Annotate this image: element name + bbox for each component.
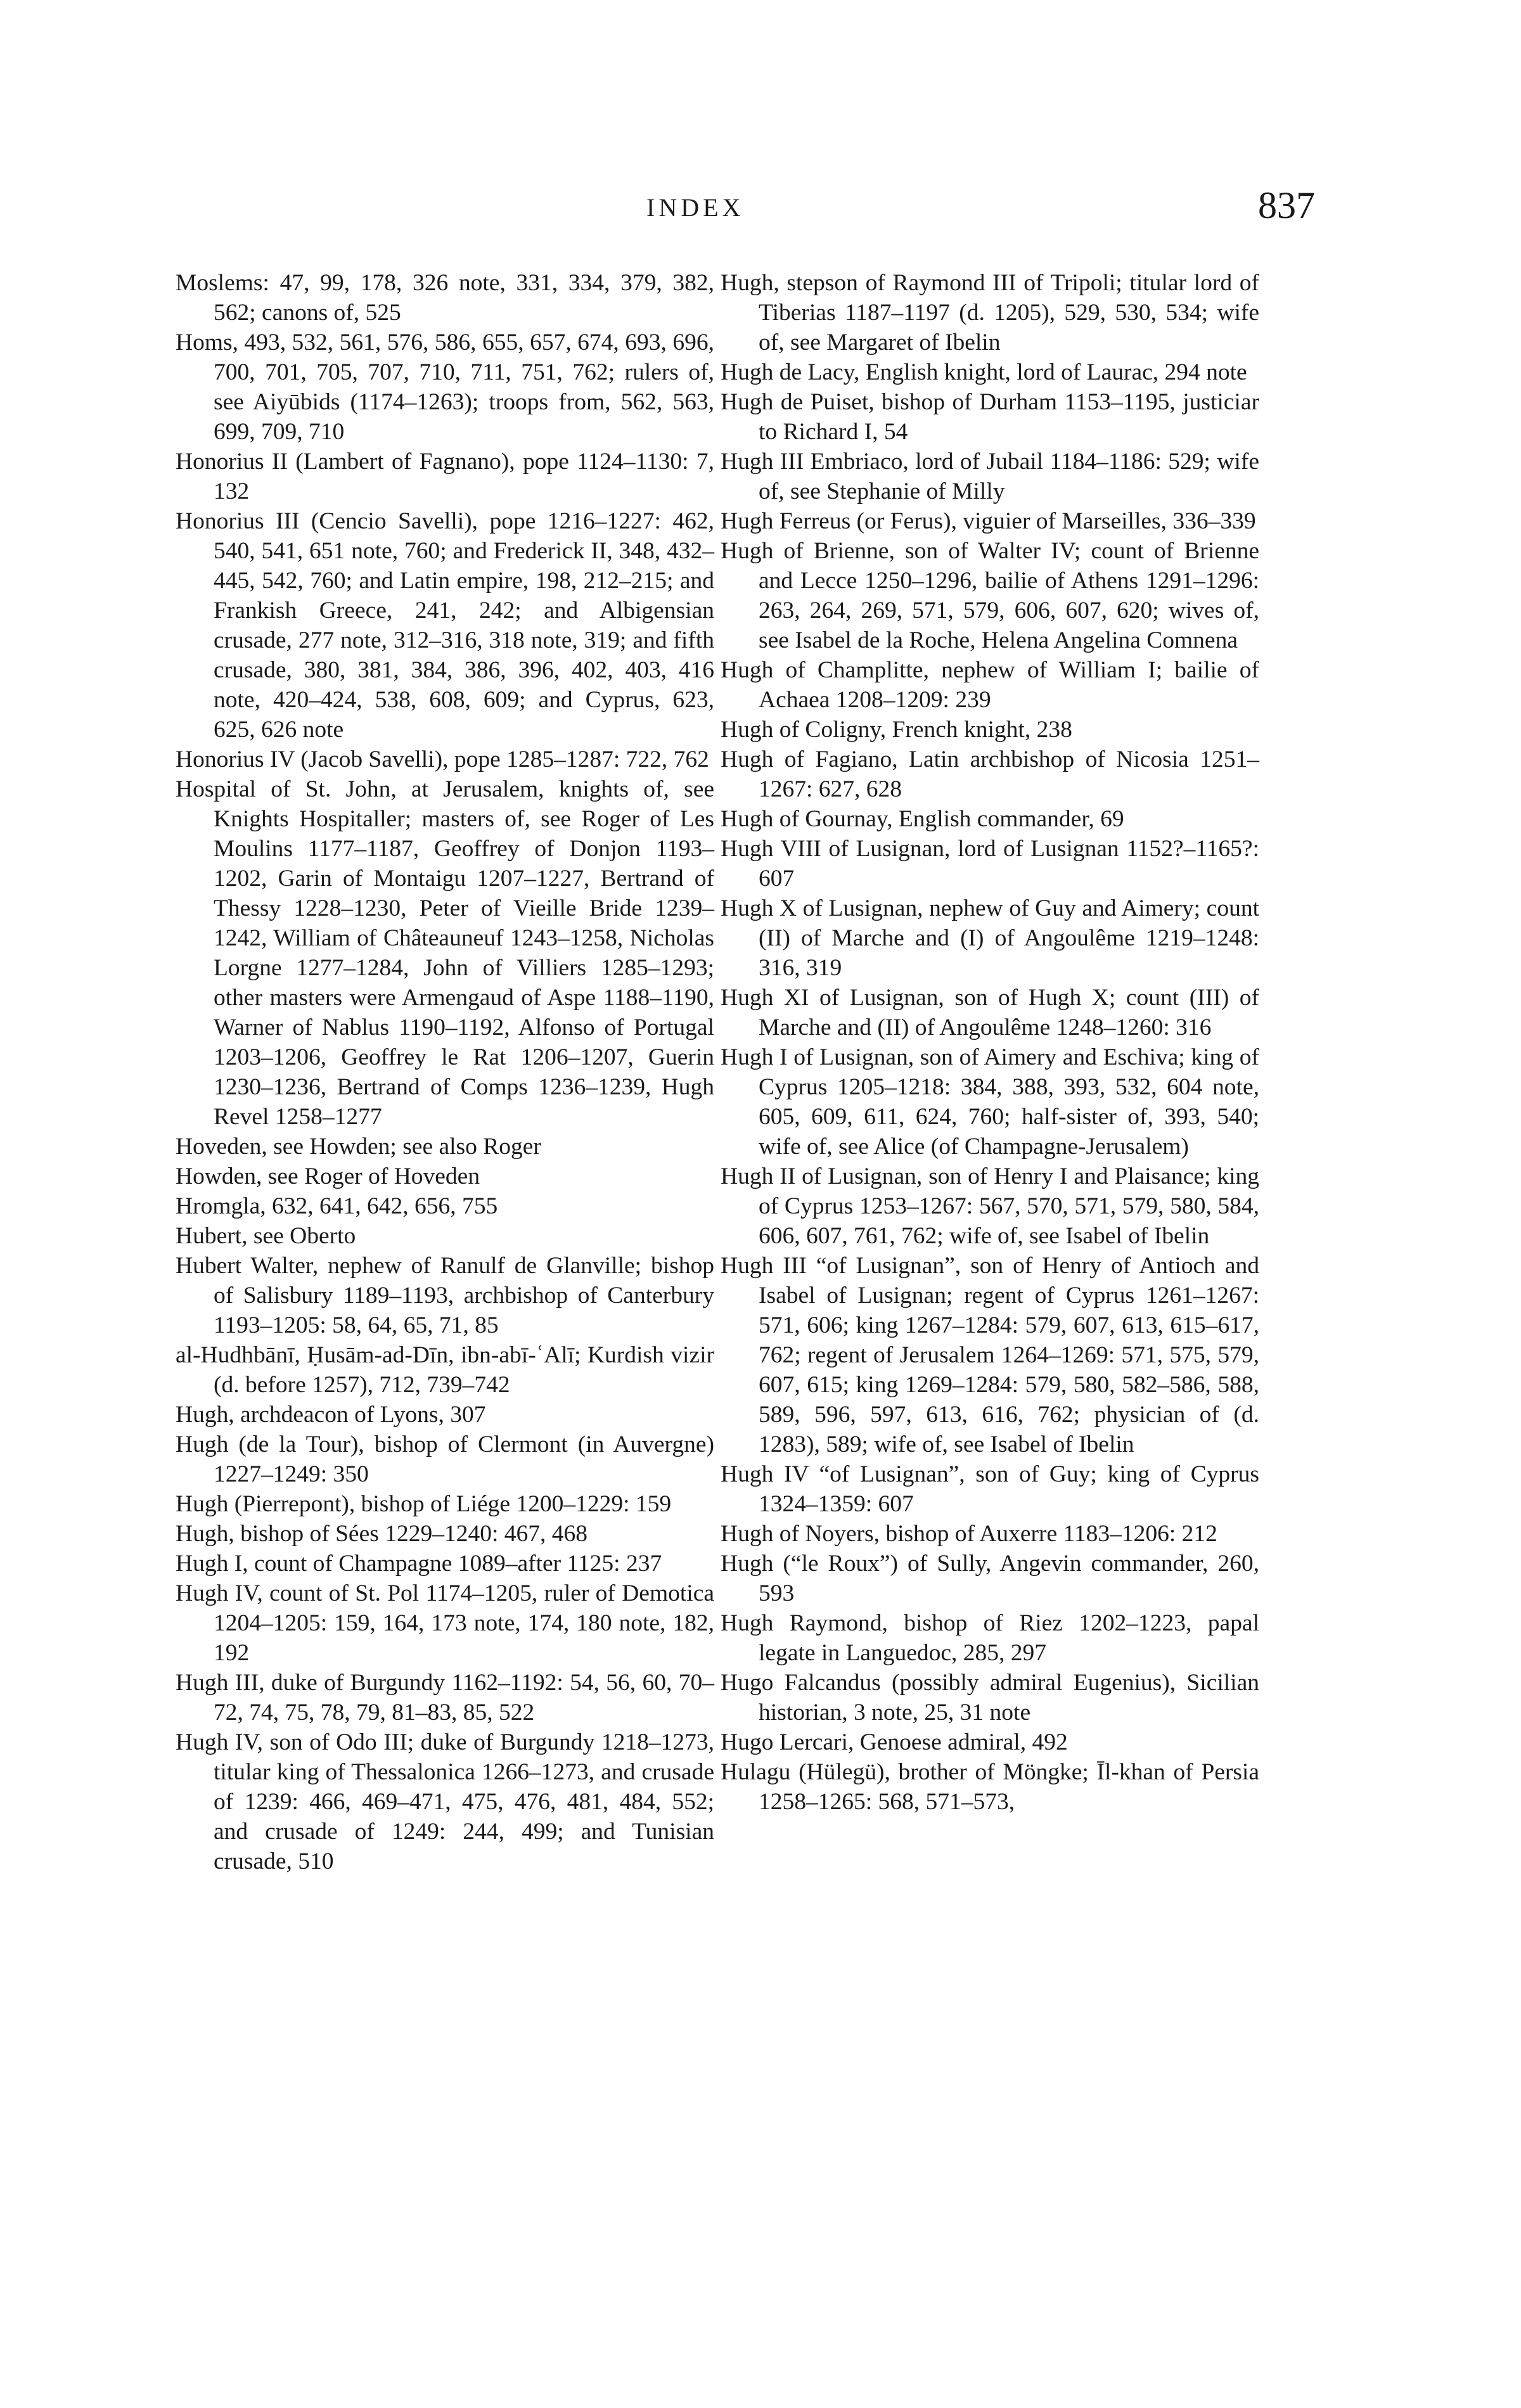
index-entry: Hugh II of Lusignan, son of Henry I and Plaisance; king of Cyprus 1253–1267: 567, 570, 571, 579, 580, 584, 606, 607, 761, 762; wife of, see Isabel of Ibelin xyxy=(721,1163,1259,1249)
index-entry: Hugh X of Lusignan, nephew of Guy and Aimery; count (II) of Marche and (I) of Angoulême 1219–1248: 316, 319 xyxy=(721,895,1259,981)
index-entry: Hugh de Puiset, bishop of Durham 1153–1195, justiciar to Richard I, 54 xyxy=(721,389,1259,445)
index-entry: Hugh I of Lusignan, son of Aimery and Eschiva; king of Cyprus 1205–1218: 384, 388, 393, 532, 604 note, 605, 609, 611, 624, 760; half-sister of, 393, 540; wife of, see Alice (of Champagne-Jerusalem) xyxy=(721,1044,1259,1160)
index-entry: Hugo Falcandus (possibly admiral Eugenius), Sicilian historian, 3 note, 25, 31 note xyxy=(721,1670,1259,1726)
index-entry: al-Hudhbānī, Ḥusām-ad-Dīn, ibn-abī-ʿAlī; Kurdish vizir (d. before 1257), 712, 739–742 xyxy=(176,1342,714,1398)
index-column-right xyxy=(721,268,1259,1817)
index-entry: Hospital of St. John, at Jerusalem, knights of, see Knights Hospitaller; masters of, see Roger of Les Moulins 1177–1187, Geoffrey of Donjon 1193–1202, Garin of Montaigu 1207–1227, Bertrand of Thessy 1228–1230, Peter of Vieille Bride 1239–1242, William of Châteauneuf 1243–1258, Nicholas Lorgne 1277–1284, John of Villiers 1285–1293; other masters were Armengaud of Aspe 1188–1190, Warner of Nablus 1190–1192, Alfonso of Portugal 1203–1206, Geoffrey le Rat 1206–1207, Guerin 1230–1236, Bertrand of Comps 1236–1239, Hugh Revel 1258–1277 xyxy=(176,776,714,1130)
index-entry: Hoveden, see Howden; see also Roger xyxy=(176,1134,541,1160)
index-entry: Hugh IV, son of Odo III; duke of Burgundy 1218–1273, titular king of Thessalonica 1266–1273, and crusade of 1239: 466, 469–471, 475, 476, 481, 484, 552; and crusade of 1249: 244, 499; and Tunisian crusade, 510 xyxy=(176,1729,714,1874)
index-entry: Hugh (Pierrepont), bishop of Liége 1200–1229: 159 xyxy=(176,1491,672,1517)
index-column-left xyxy=(176,268,714,1876)
index-entry: Hugh, archdeacon of Lyons, 307 xyxy=(176,1402,486,1428)
index-entry: Hubert Walter, nephew of Ranulf de Glanville; bishop of Salisbury 1189–1193, archbishop of Canterbury 1193–1205: 58, 64, 65, 71, 85 xyxy=(176,1253,714,1338)
index-entry: Hugh of Champlitte, nephew of William I; bailie of Achaea 1208–1209: 239 xyxy=(721,657,1259,713)
index-entry: Hugh XI of Lusignan, son of Hugh X; count (III) of Marche and (II) of Angoulême 1248–1260: 316 xyxy=(721,985,1259,1041)
index-entry: Hugh Ferreus (or Ferus), viguier of Marseilles, 336–339 xyxy=(721,508,1256,534)
index-entry: Hugh Raymond, bishop of Riez 1202–1223, papal legate in Languedoc, 285, 297 xyxy=(721,1610,1259,1666)
index-entry: Hugh, stepson of Raymond III of Tripoli; titular lord of Tiberias 1187–1197 (d. 1205), 529, 530, 534; wife of, see Margaret of Ibelin xyxy=(721,270,1259,355)
index-entry: Hugh of Gournay, English commander, 69 xyxy=(721,806,1124,832)
index-entry: Hugh of Noyers, bishop of Auxerre 1183–1206: 212 xyxy=(721,1521,1217,1547)
index-entry: Hugh VIII of Lusignan, lord of Lusignan 1152?–1165?: 607 xyxy=(721,836,1259,892)
index-entry: Hugh III, duke of Burgundy 1162–1192: 54, 56, 60, 70–72, 74, 75, 78, 79, 81–83, 85, 522 xyxy=(176,1670,714,1726)
index-entry: Hugh IV “of Lusignan”, son of Guy; king of Cyprus 1324–1359: 607 xyxy=(721,1461,1259,1517)
index-entry: Hugh of Fagiano, Latin archbishop of Nicosia 1251–1267: 627, 628 xyxy=(721,746,1259,802)
index-entry: Hubert, see Oberto xyxy=(176,1223,356,1249)
index-entry: Hugh de Lacy, English knight, lord of Laurac, 294 note xyxy=(721,359,1247,385)
index-entry: Hugh (“le Roux”) of Sully, Angevin commander, 260, 593 xyxy=(721,1551,1259,1606)
index-entry: Moslems: 47, 99, 178, 326 note, 331, 334, 379, 382, 562; canons of, 525 xyxy=(176,270,714,326)
index-entry: Honorius IV (Jacob Savelli), pope 1285–1287: 722, 762 xyxy=(176,746,709,772)
index-entry: Hugh of Brienne, son of Walter IV; count of Brienne and Lecce 1250–1296, bailie of Athens 1291–1296: 263, 264, 269, 571, 579, 606, 607, 620; wives of, see Isabel de la Roche, Helena Angelina Comnena xyxy=(721,538,1259,653)
index-entry: Honorius III (Cencio Savelli), pope 1216–1227: 462, 540, 541, 651 note, 760; and Frederick II, 348, 432–445, 542, 760; and Latin empire, 198, 212–215; and Frankish Greece, 241, 242; and Albigensian crusade, 277 note, 312–316, 318 note, 319; and fifth crusade, 380, 381, 384, 386, 396, 402, 403, 416 note, 420–424, 538, 608, 609; and Cyprus, 623, 625, 626 note xyxy=(176,508,714,743)
page-number: 837 xyxy=(1258,184,1315,226)
index-entry: Hugh of Coligny, French knight, 238 xyxy=(721,717,1072,743)
running-head-title: INDEX xyxy=(646,193,745,222)
index-entry: Hulagu (Hülegü), brother of Möngke; Īl-khan of Persia 1258–1265: 568, 571–573, xyxy=(721,1759,1259,1815)
index-entry: Hugh III Embriaco, lord of Jubail 1184–1186: 529; wife of, see Stephanie of Milly xyxy=(721,449,1259,504)
index-entry: Hugh, bishop of Sées 1229–1240: 467, 468 xyxy=(176,1521,587,1547)
index-entry: Honorius II (Lambert of Fagnano), pope 1124–1130: 7, 132 xyxy=(176,449,714,504)
index-entry: Homs, 493, 532, 561, 576, 586, 655, 657, 674, 693, 696, 700, 701, 705, 707, 710, 711, 751, 762; rulers of, see Aiyūbids (1174–1263); troops from, 562, 563, 699, 709, 710 xyxy=(176,330,714,445)
index-entry: Hugo Lercari, Genoese admiral, 492 xyxy=(721,1729,1068,1755)
index-entry: Hugh I, count of Champagne 1089–after 1125: 237 xyxy=(176,1551,662,1577)
running-head xyxy=(0,184,1521,241)
index-entry: Howden, see Roger of Hoveden xyxy=(176,1163,480,1189)
index-entry: Hugh III “of Lusignan”, son of Henry of Antioch and Isabel of Lusignan; regent of Cyprus 1261–1267: 571, 606; king 1267–1284: 579, 607, 613, 615–617, 762; regent of Jerusalem 1264–1269: 571, 575, 579, 607, 615; king 1269–1284: 579, 580, 582–586, 588, 589, 596, 597, 613, 616, 762; physician of (d. 1283), 589; wife of, see Isabel of Ibelin xyxy=(721,1253,1259,1457)
index-entry: Hromgla, 632, 641, 642, 656, 755 xyxy=(176,1193,498,1219)
index-entry: Hugh IV, count of St. Pol 1174–1205, ruler of Demotica 1204–1205: 159, 164, 173 note, 174, 180 note, 182, 192 xyxy=(176,1580,714,1666)
index-entry: Hugh (de la Tour), bishop of Clermont (in Auvergne) 1227–1249: 350 xyxy=(176,1431,714,1487)
